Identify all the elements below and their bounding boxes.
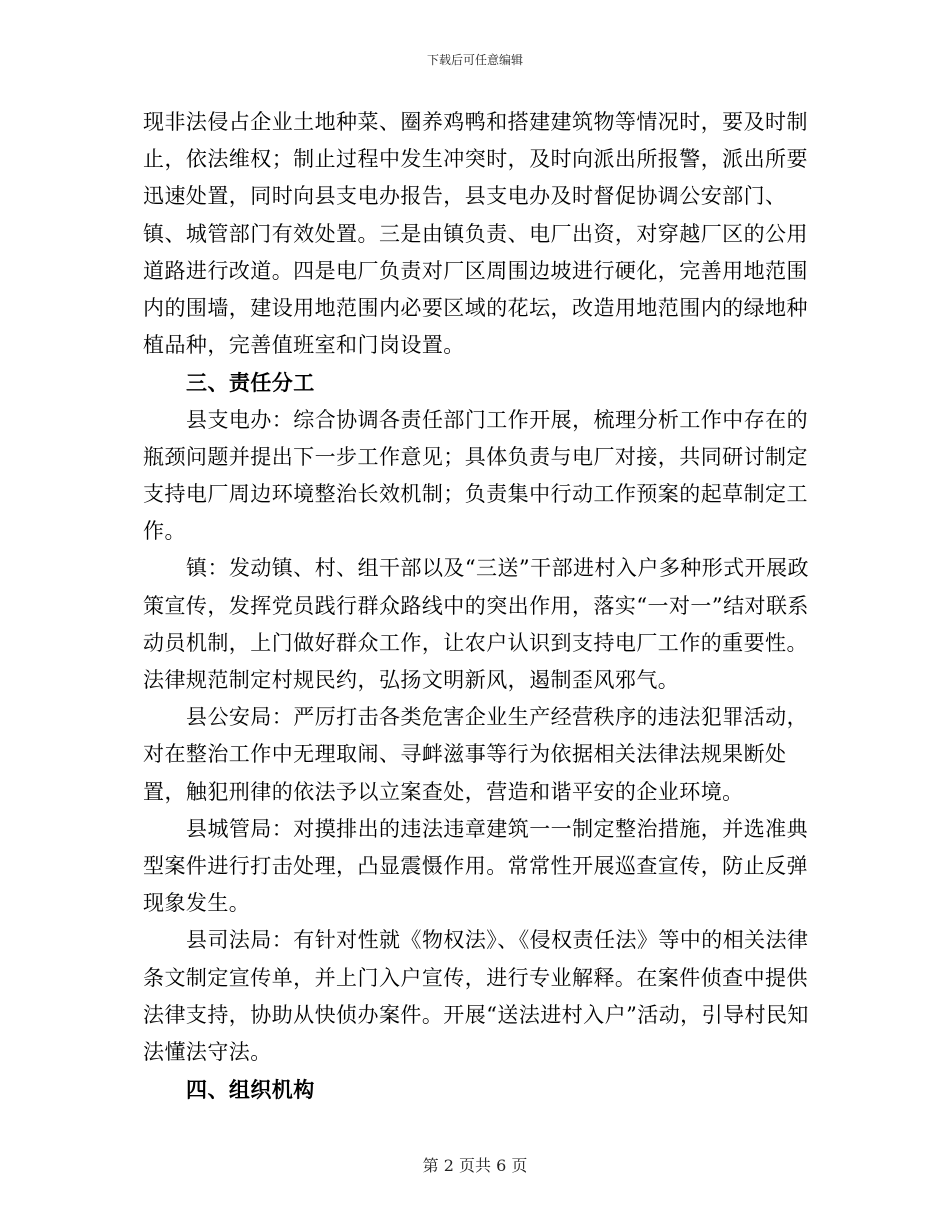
body-paragraph-public-security: 县公安局：严厉打击各类危害企业生产经营秩序的违法犯罪活动，对在整治工作中无理取闹、寻衅滋事等行为依据相关法律法规果断处置，触犯刑律的依法予以立案查处，营造和谐平安的企业环境。 xyxy=(143,705,809,804)
page-footer: 第 2 页共 6 页 xyxy=(422,1156,528,1175)
document-body xyxy=(143,104,811,1108)
section-heading-organization: 四、组织机构 xyxy=(186,1077,315,1103)
body-paragraph-judicial: 县司法局：有针对性就《物权法》、《侵权责任法》等中的相关法律条文制定宣传单，并上门入户宣传，进行专业解释。在案件侦查中提供法律支持，协助从快侦办案件。开展“送法进村入户”活动，引导村民知法懂法守法。 xyxy=(143,928,809,1065)
page-header: 下载后可任意编辑 xyxy=(426,53,523,67)
body-paragraph-town: 镇：发动镇、村、组干部以及“三送”干部进村入户多种形式开展政策宣传，发挥党员践行群众路线中的突出作用，落实“一对一”结对联系动员机制，上门做好群众工作，让农户认识到支持电厂工作的重要性。法律规范制定村规民约，弘扬文明新风，遏制歪风邪气。 xyxy=(143,556,809,693)
body-paragraph-continuation: 现非法侵占企业土地种菜、圈养鸡鸭和搭建建筑物等情况时，要及时制止，依法维权；制止过程中发生冲突时，及时向派出所报警，派出所要迅速处置，同时向县支电办报告，县支电办及时督促协调公安部门、镇、城管部门有效处置。三是由镇负责、电厂出资，对穿越厂区的公用道路进行改道。四是电厂负责对厂区周围边坡进行硬化，完善用地范围内的围墙，建设用地范围内必要区域的花坛，改造用地范围内的绿地种植品种，完善值班室和门岗设置。 xyxy=(143,110,808,358)
section-heading-responsibilities: 三、责任分工 xyxy=(186,370,315,396)
body-paragraph-power-office: 县支电办：综合协调各责任部门工作开展，梳理分析工作中存在的瓶颈问题并提出下一步工作意见；具体负责与电厂对接，共同研讨制定支持电厂周边环境整治长效机制；负责集中行动工作预案的起草制定工作。 xyxy=(143,407,809,544)
body-paragraph-urban-management: 县城管局：对摸排出的违法违章建筑一一制定整治措施，并选准典型案件进行打击处理，凸显震慑作用。常常性开展巡查宣传，防止反弹现象发生。 xyxy=(143,816,809,916)
